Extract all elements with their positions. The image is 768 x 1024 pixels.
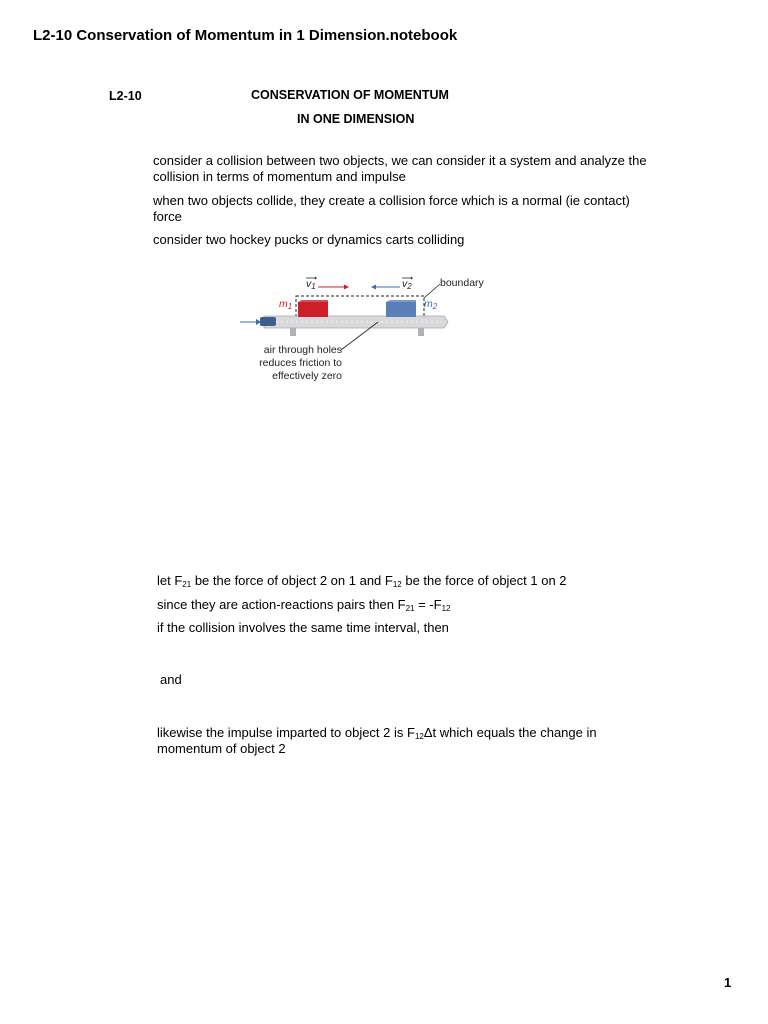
mass-2-label: $m_2$ bbox=[424, 298, 438, 311]
velocity-1-label: $v_1$ bbox=[306, 278, 316, 291]
boundary-leader bbox=[424, 284, 440, 298]
paragraph-action-reaction: since they are action-reactions pairs then $F_{21} = -F_{12}$ bbox=[157, 597, 451, 613]
paragraph-collision-system: consider a collision between two objects, we can consider it a system and analyze the collision in terms of momentum and impulse bbox=[153, 153, 647, 184]
paragraph-hockey-pucks: consider two hockey pucks or dynamics carts colliding bbox=[153, 232, 465, 247]
cart-1 bbox=[298, 302, 328, 317]
boundary-label: boundary bbox=[440, 277, 484, 289]
section-heading-line-1: CONSERVATION OF MOMENTUM bbox=[251, 88, 449, 102]
mass-1-label: $m_1$ bbox=[279, 298, 293, 311]
air-holes-note bbox=[246, 344, 342, 383]
note-line-3: effectively zero bbox=[272, 370, 342, 382]
cart-2 bbox=[386, 302, 416, 317]
paragraph-time-interval: if the collision involves the same time interval, then bbox=[157, 620, 449, 635]
velocity-1-arrowhead bbox=[344, 285, 349, 290]
cart-2-top bbox=[386, 300, 416, 302]
track-support-left bbox=[290, 328, 296, 336]
note-line-1: air through holes bbox=[263, 344, 342, 356]
paragraph-force-definitions: let $F_{21}$ be the force of object 2 on 1 and $F_{12}$ be the force of object 1 on 2 bbox=[157, 573, 567, 589]
velocity-2-arrowhead bbox=[371, 285, 376, 290]
track-support-right bbox=[418, 328, 424, 336]
air-track-figure bbox=[236, 272, 496, 390]
lesson-code: L2-10 bbox=[109, 89, 142, 103]
section-heading-line-2: IN ONE DIMENSION bbox=[297, 112, 415, 126]
velocity-2-label: $v_2$ bbox=[402, 278, 412, 291]
paragraph-impulse-object-2: likewise the impulse imparted to object 2 is $F_{12}\Delta t$ which equals the change in momentum of object 2 bbox=[157, 725, 597, 756]
page-number: 1 bbox=[724, 975, 732, 990]
document-title: L2-10 Conservation of Momentum in 1 Dimension.notebook bbox=[33, 27, 458, 44]
cart-1-top bbox=[298, 300, 328, 302]
paragraph-collision-force: when two objects collide, they create a collision force which is a normal (ie contact) force bbox=[153, 193, 630, 224]
paragraph-and: and bbox=[160, 672, 182, 687]
air-nozzle bbox=[260, 317, 276, 326]
note-line-2: reduces friction to bbox=[259, 357, 342, 369]
